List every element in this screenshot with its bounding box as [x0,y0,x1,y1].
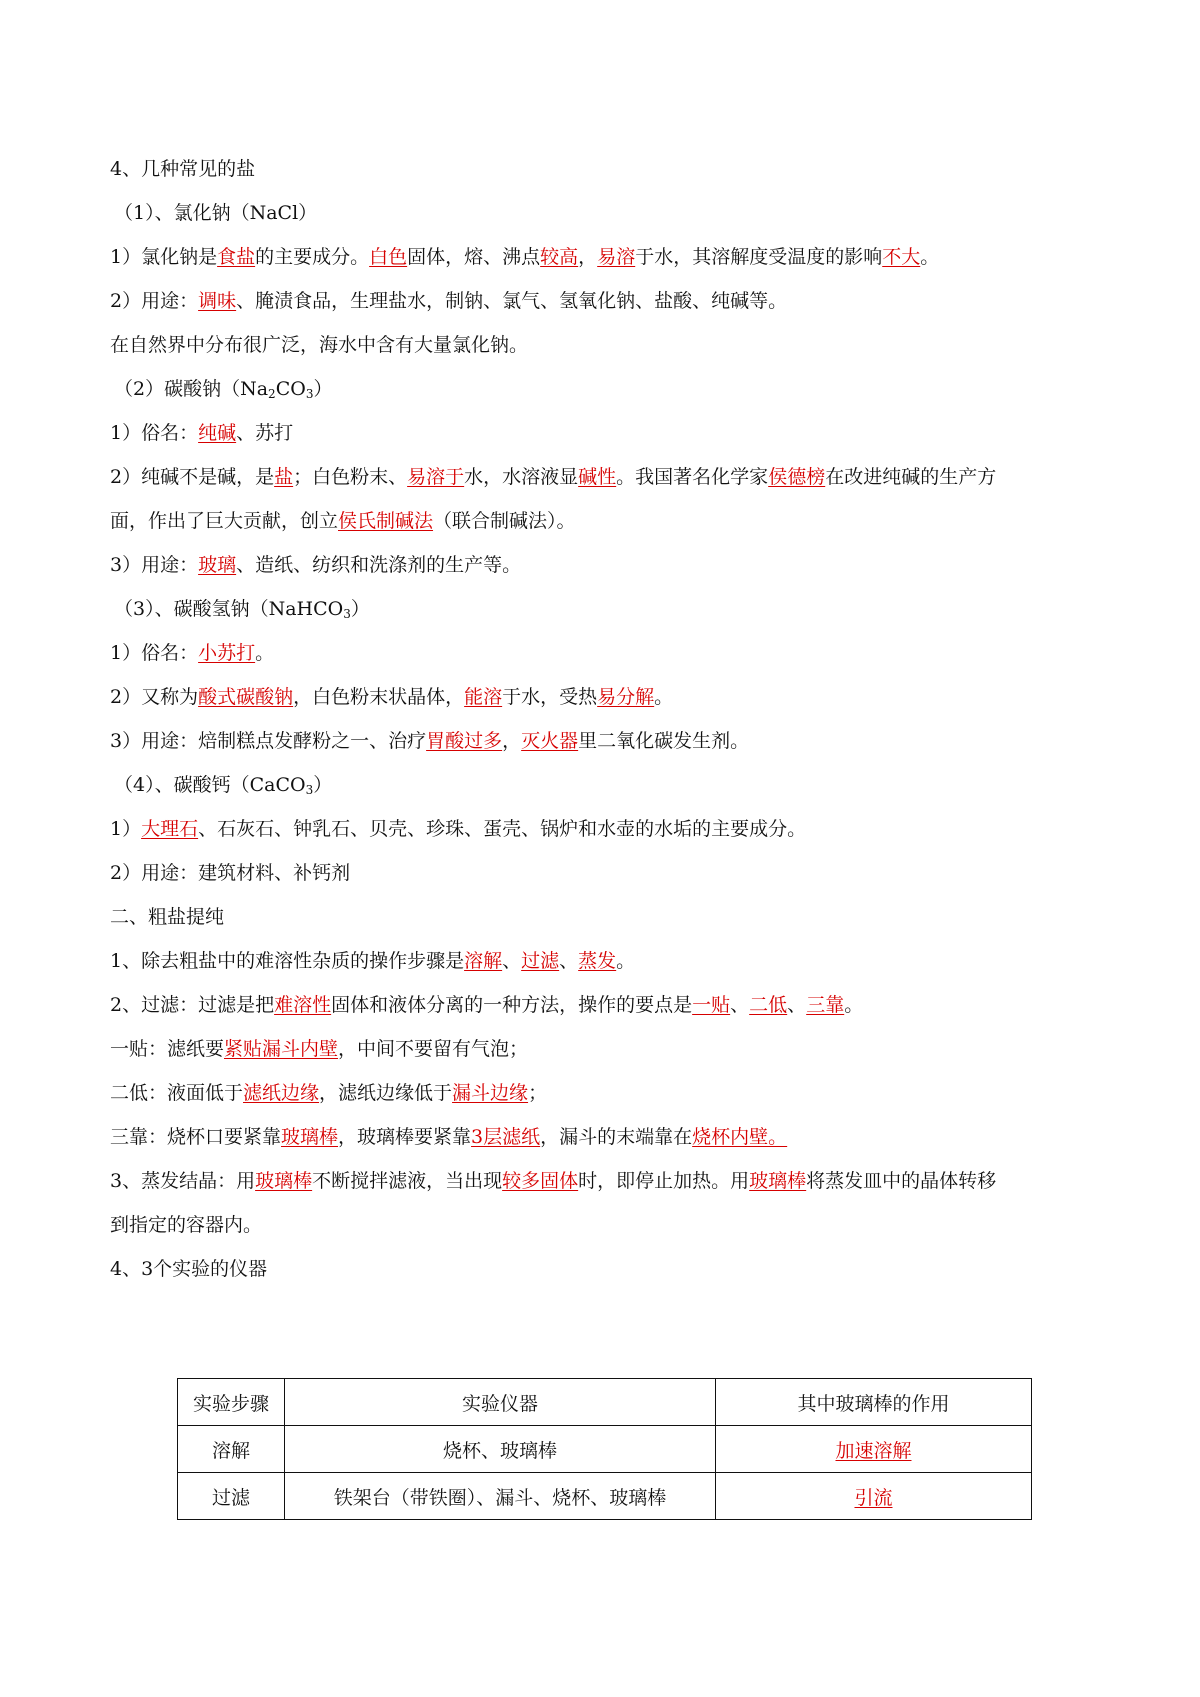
answer-blank: 纯碱 [198,422,237,444]
answer-blank: 小苏打 [198,642,256,664]
text-line: 2）又称为酸式碳酸钠，白色粉末状晶体，能溶于水，受热易分解。 [110,686,674,708]
answer-blank: 玻璃棒 [749,1170,807,1192]
table-header-cell: 实验步骤 [178,1379,285,1426]
answer-blank: 烧杯内壁。 [692,1126,788,1148]
answer-blank: 易溶于 [407,466,465,488]
answer-blank: 能溶 [464,686,503,708]
text-line: 1、除去粗盐中的难溶性杂质的操作步骤是溶解、过滤、蒸发。 [110,950,636,972]
answer-blank: 碱性 [578,466,617,488]
table-cell: 烧杯、玻璃棒 [285,1426,716,1473]
text-line: 1）俗名：小苏打。 [110,642,275,664]
answer-blank: 食盐 [217,246,256,268]
text-line: 2）纯碱不是碱，是盐；白色粉末、易溶于水，水溶液显碱性。我国著名化学家侯德榜在改进纯碱的生产方 [110,466,997,488]
table-cell: 铁架台（带铁圈）、漏斗、烧杯、玻璃棒 [285,1473,716,1520]
answer-blank: 酸式碳酸钠 [198,686,294,708]
answer-blank: 3层滤纸 [471,1126,541,1148]
table-cell: 溶解 [178,1426,285,1473]
heading-experiment-instruments: 4、3个实验的仪器 [110,1258,268,1280]
answer-blank: 较高 [540,246,579,268]
answer-blank: 溶解 [464,950,503,972]
answer-blank: 侯氏制碱法 [338,510,434,532]
answer-blank: 玻璃棒 [281,1126,339,1148]
answer-blank: 易分解 [597,686,655,708]
answer-blank: 侯德榜 [768,466,826,488]
text-line: 三靠：烧杯口要紧靠玻璃棒，玻璃棒要紧靠3层滤纸，漏斗的末端靠在烧杯内壁。 [110,1126,788,1148]
answer-blank: 三靠 [806,994,845,1016]
heading-sodium-bicarbonate: （3）、碳酸氢钠（NaHCO$_3$） [114,598,370,621]
answer-blank: 较多固体 [502,1170,579,1192]
text-line: 2）用途：调味、腌渍食品，生理盐水，制钠、氯气、氢氧化钠、盐酸、纯碱等。 [110,290,788,312]
text-line: 1）俗名：纯碱、苏打 [110,422,294,444]
heading-sodium-carbonate: （2）碳酸钠$(Na_2CO_3)$ [114,378,333,401]
table-cell [716,1426,1032,1473]
text-line: 1）大理石、石灰石、钟乳石、贝壳、珍珠、蛋壳、锅炉和水壶的水垢的主要成分。 [110,818,807,840]
answer-blank: 易溶 [597,246,636,268]
text-line: 1）氯化钠是食盐的主要成分。白色固体，熔、沸点较高，易溶于水，其溶解度受温度的影响不大。 [110,246,940,268]
answer-blank: 胃酸过多 [426,730,503,752]
answer-blank: 盐 [274,466,294,488]
table-header-row [178,1379,1032,1426]
answer-blank: 引流 [854,1486,893,1509]
answer-blank: 玻璃 [198,554,237,576]
table-cell [716,1473,1032,1520]
text-line: 2、过滤：过滤是把难溶性固体和液体分离的一种方法，操作的要点是一贴、二低、三靠。 [110,994,864,1016]
answer-blank: 滤纸边缘 [243,1082,320,1104]
heading-sodium-chloride: （1）、氯化钠（NaCl） [114,202,318,224]
table-row [178,1473,1032,1520]
instruments-table [177,1378,1032,1520]
answer-blank: 调味 [198,290,237,312]
text-line: 二低：液面低于滤纸边缘，滤纸边缘低于漏斗边缘； [110,1082,548,1104]
text-line: 2）用途：建筑材料、补钙剂 [110,862,351,884]
answer-blank: 紧贴漏斗内壁 [224,1038,339,1060]
answer-blank: 加速溶解 [835,1439,912,1462]
text-line: 3）用途：玻璃、造纸、纺织和洗涤剂的生产等。 [110,554,522,576]
heading-calcium-carbonate: （4）、碳酸钙（CaCO$_3$） [114,774,333,797]
text-line: 一贴：滤纸要紧贴漏斗内壁，中间不要留有气泡； [110,1038,529,1060]
answer-blank: 一贴 [692,994,731,1016]
table-header-cell: 实验仪器 [285,1379,716,1426]
table-header-cell: 其中玻璃棒的作用 [716,1379,1032,1426]
answer-blank: 灭火器 [521,730,579,752]
table-cell: 过滤 [178,1473,285,1520]
heading-salt-purification: 二、粗盐提纯 [110,906,225,928]
answer-blank: 难溶性 [274,994,332,1016]
answer-blank: 漏斗边缘 [452,1082,529,1104]
text-line: 在自然界中分布很广泛，海水中含有大量氯化钠。 [110,334,529,356]
answer-blank: 蒸发 [578,950,617,972]
answer-blank: 玻璃棒 [255,1170,313,1192]
answer-blank: 不大 [882,246,921,268]
text-line: 3）用途：焙制糕点发酵粉之一、治疗胃酸过多，灭火器里二氧化碳发生剂。 [110,730,750,752]
heading-common-salts: 4、几种常见的盐 [110,158,256,180]
answer-blank: 二低 [749,994,788,1016]
text-line: 3、蒸发结晶：用玻璃棒不断搅拌滤液，当出现较多固体时，即停止加热。用玻璃棒将蒸发皿中的晶体转移 [110,1170,997,1192]
text-line: 到指定的容器内。 [110,1214,263,1236]
answer-blank: 过滤 [521,950,560,972]
text-line: 面，作出了巨大贡献，创立侯氏制碱法（联合制碱法）。 [110,510,576,532]
answer-blank: 白色 [369,246,408,268]
answer-blank: 大理石 [141,818,199,840]
table-row [178,1426,1032,1473]
